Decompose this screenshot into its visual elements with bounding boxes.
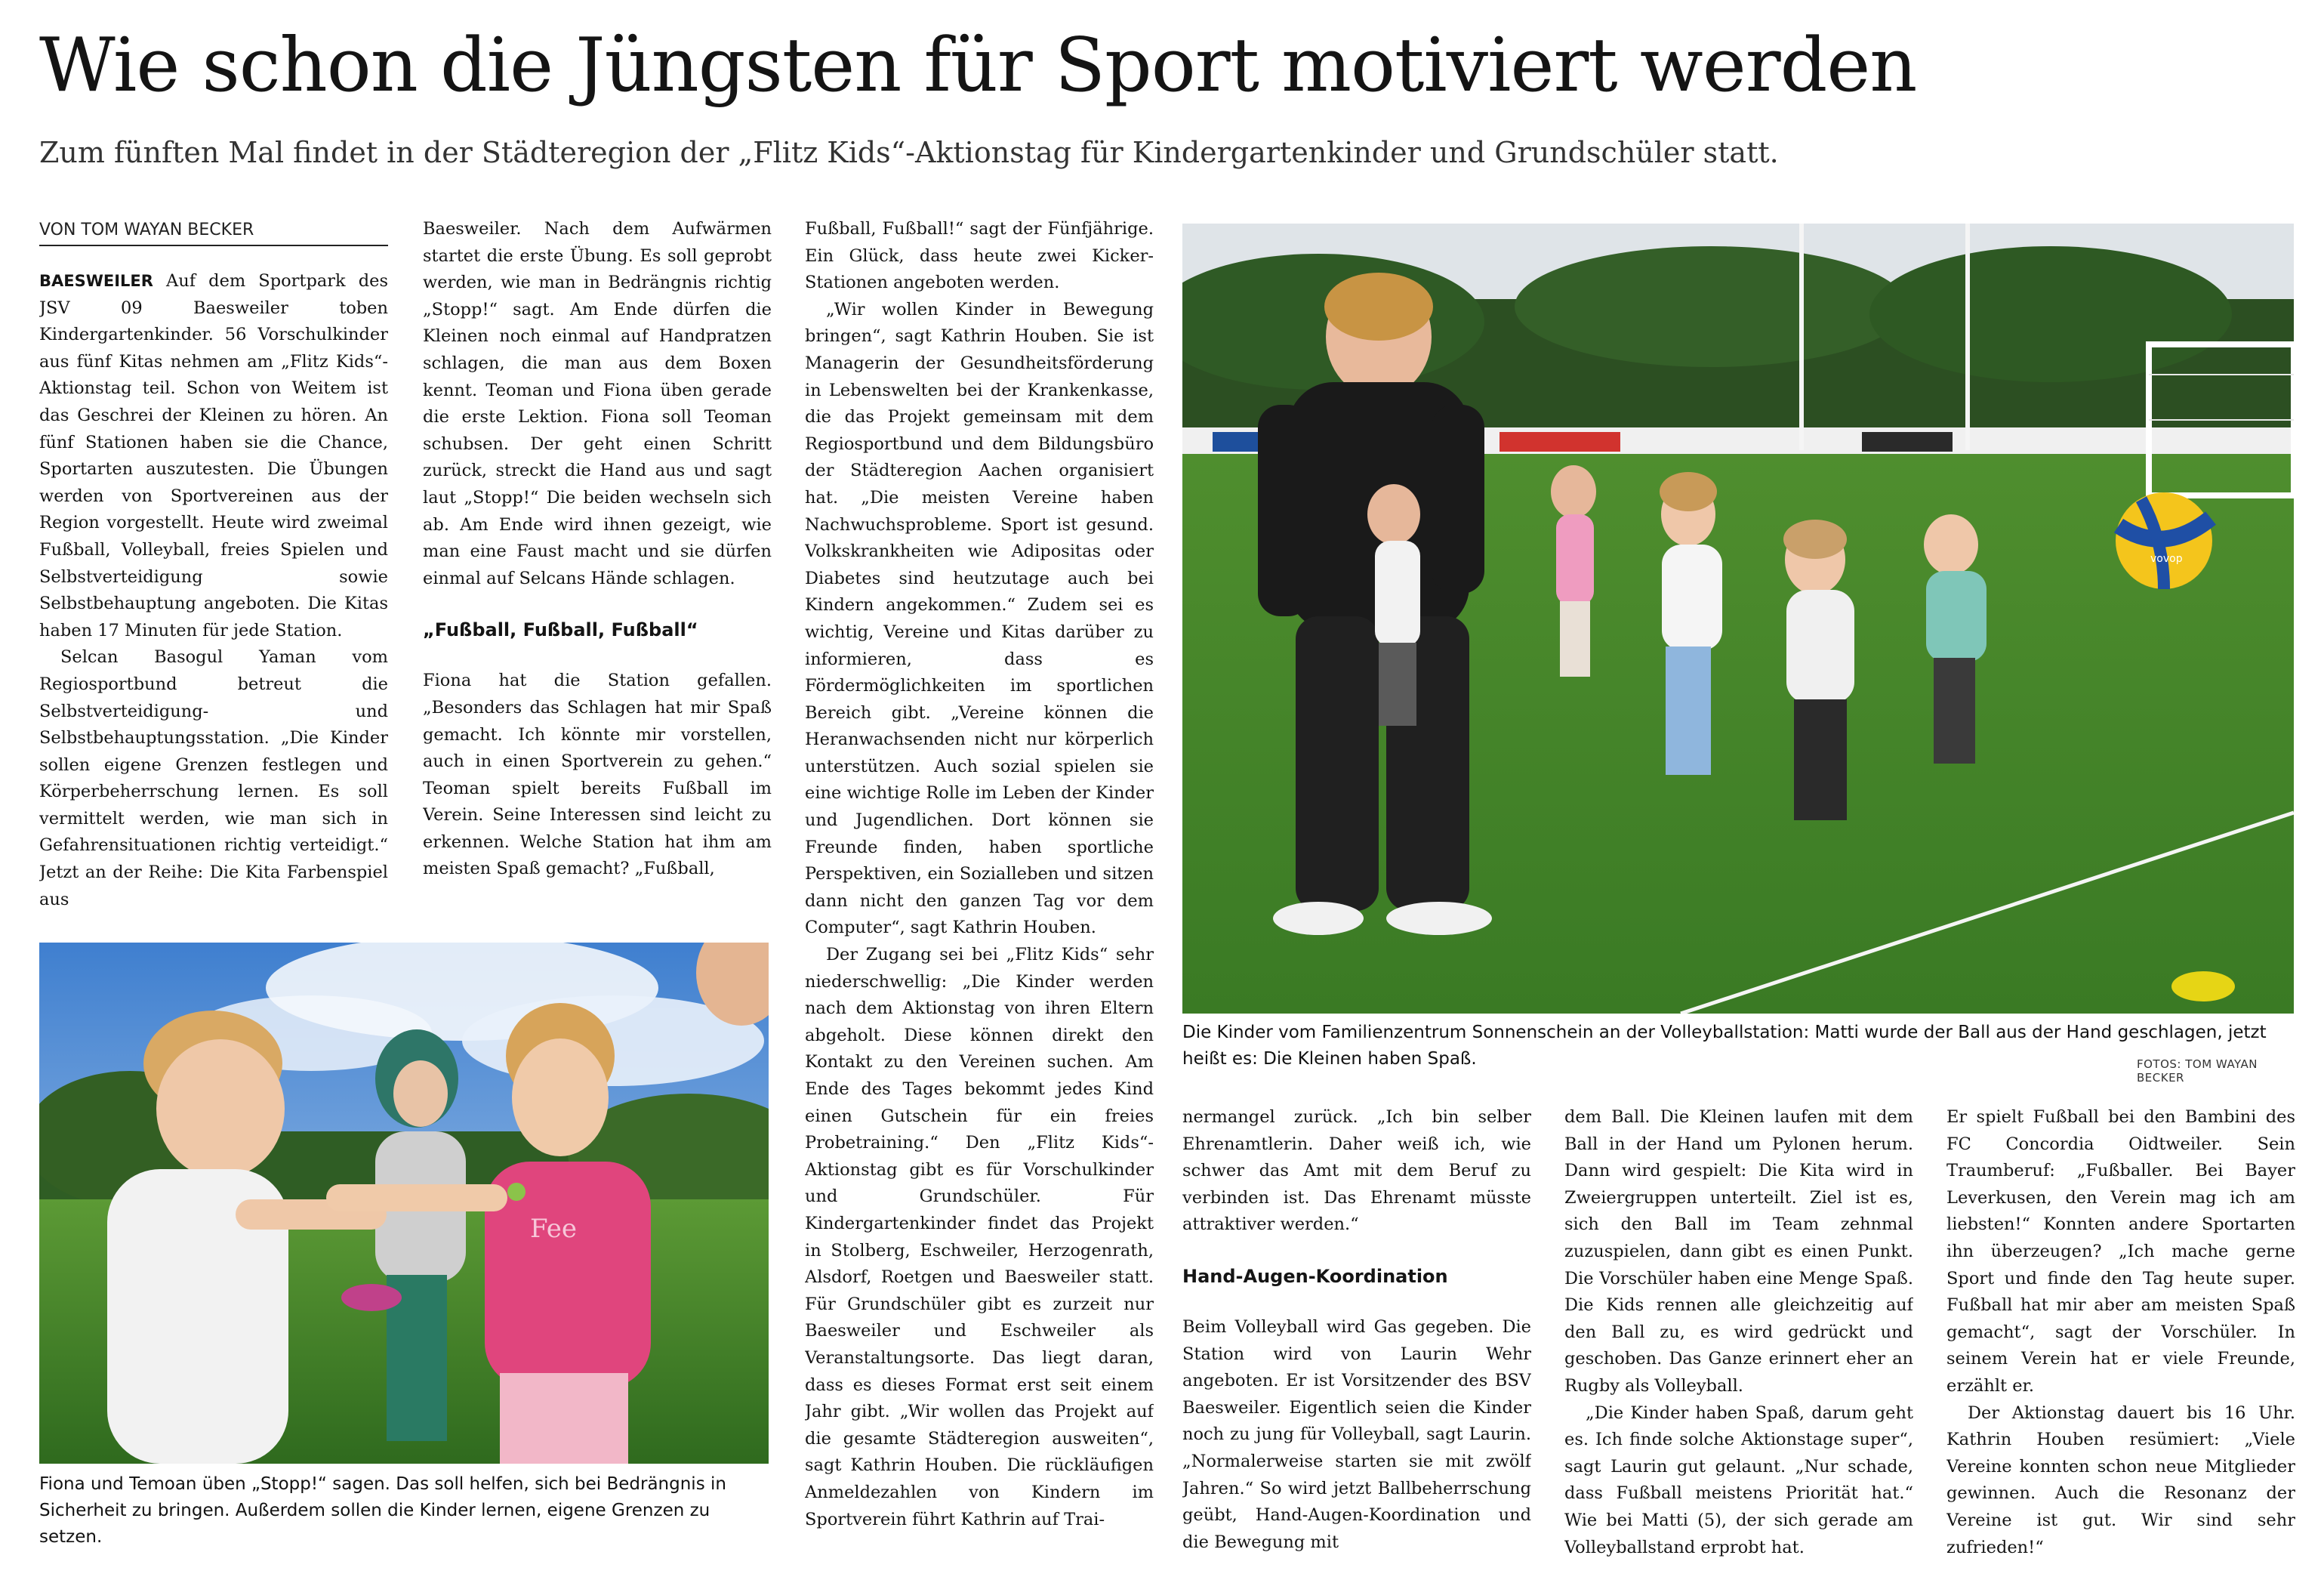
- text-column-4: [1182, 1104, 1531, 1557]
- section-heading: „Fußball, Fußball, Fußball“: [423, 619, 698, 641]
- byline: VON TOM WAYAN BECKER: [39, 218, 388, 246]
- section-heading: Hand-Augen-Koordination: [1182, 1265, 1448, 1287]
- paragraph: „Wir wollen Kinder in Bewegung bringen“, sagt Kathrin Houben. Sie ist Managerin der Gesundheitsförderung in Lebenswelten bei der Krankenkasse, die das Projekt gemeinsam mit dem Regiosportbund und dem Bildungsbüro der Städteregion Aachen organisiert hat. „Die meisten Vereine haben Nachwuchsprobleme. Sport ist gesund. Volkskrankheiten wie Adipositas oder Diabetes sind heutzutage auch bei Kindern angekommen.“ Zudem sei es wichtig, Vereine und Kitas darüber zu informieren, dass es Fördermöglichkeiten im sportlichen Bereich gibt. „Vereine können die Heranwachsenden nicht nur körperlich unterstützen. Auch sozial spielen sie eine wichtige Rolle im Leben der Kinder und Jugendlichen. Dort können sie Freunde finden, haben sportliche Perspektiven, ein Sozialleben und sitzen dann nicht den ganzen Tag vor dem Computer“, sagt Kathrin Houben.: [805, 299, 1154, 938]
- photo-self-defense-station: [39, 943, 769, 1464]
- photo-credit: FOTOS: TOM WAYAN BECKER: [2137, 1057, 2258, 1085]
- paragraph: Fiona hat die Station gefallen. „Besonders das Schlagen hat mir Spaß gemacht. Ich könnte mir vorstellen, auch in einen Sportverein zu gehen.“ Teoman spielt bereits Fußball im Verein. Seine Interessen sind leicht zu erkennen. Welche Station hat ihm am meisten Spaß gemacht? „Fußball,: [423, 671, 772, 879]
- paragraph: [39, 268, 388, 644]
- ball-brand: vovop: [2150, 553, 2183, 565]
- photo-image: [39, 943, 769, 1464]
- photo-volleyball-station: [1182, 224, 2294, 1014]
- subheadline: Zum fünften Mal findet in der Städteregion der „Flitz Kids“-Aktionstag für Kindergartenkinder und Grundschüler statt.: [39, 136, 1779, 169]
- text-column-5: [1564, 1104, 1913, 1557]
- paragraph: Fußball, Fußball!“ sagt der Fünfjährige. Ein Glück, dass heute zwei Kicker-Stationen angeboten werden.: [805, 219, 1154, 293]
- paragraph: Der Aktionstag dauert bis 16 Uhr. Kathrin Houben resümiert: „Viele Vereine konnten schon neue Mitglieder gewinnen. Auch die Resonanz der Vereine ist gut. Wir sind sehr zufrieden!“: [1946, 1403, 2295, 1557]
- paragraph: dem Ball. Die Kleinen laufen mit dem Ball in der Hand um Pylonen herum. Dann wird gespielt: Die Kita wird in Zweiergruppen unterteilt. Ziel ist es, sich den Ball im Team zehnmal zuzuspielen, dann gibt es einen Punkt. Die Vorschüler haben eine Menge Spaß. Die Kids rennen alle gleichzeitig auf den Ball zu, es wird gedrückt und geschoben. Das Ganze erinnert eher an Rugby als Volleyball.: [1564, 1107, 1913, 1396]
- paragraph: Selcan Basogul Yaman vom Regiosportbund betreut die Selbstverteidigung- und Selbstbehauptungsstation. „Die Kinder sollen eigene Grenzen festlegen und Körperbeherrschung lernen. Es soll vermittelt werden, wie man sich in Gefahrensituationen richtig verteidigt.“ Jetzt an der Reihe: Die Kita Farbenspiel aus: [39, 647, 388, 909]
- paragraph: nermangel zurück. „Ich bin selber Ehrenamtlerin. Daher weiß ich, wie schwer das Amt mit dem Beruf zu verbinden ist. Das Ehrenamt müsste attraktiver werden.“: [1182, 1107, 1531, 1235]
- text-column-1: [39, 268, 388, 918]
- photo-caption-small: Fiona und Temoan üben „Stopp!“ sagen. Das soll helfen, sich bei Bedrängnis in Sicherheit zu bringen. Außerdem sollen die Kinder lernen, eigene Grenzen zu setzen.: [39, 1474, 726, 1547]
- paragraph: „Die Kinder haben Spaß, darum geht es. Ich finde solche Aktionstage super“, sagt Laurin gut gelaunt. „Nur schade, dass Fußball meistens Priorität hat.“ Wie bei Matti (5), der sich gerade am Volleyballstand erprobt hat.: [1564, 1403, 1913, 1557]
- headline: Wie schon die Jüngsten für Sport motiviert werden: [39, 23, 1917, 109]
- photo-image: [1182, 224, 2294, 1014]
- photo-caption-main: Die Kinder vom Familienzentrum Sonnenschein an der Volleyballstation: Matti wurde der Ball aus der Hand geschlagen, jetzt heißt es: Die Kleinen haben Spaß.: [1182, 1023, 2267, 1069]
- paragraph: Der Zugang sei bei „Flitz Kids“ sehr niederschwellig: „Die Kinder werden nach dem Aktionstag von ihren Eltern abgeholt. Diese können direkt den Kontakt zu den Vereinen suchen. Am Ende des Tages bekommt jedes Kind einen Gutschein für ein freies Probetraining.“ Den „Flitz Kids“-Aktionstag gibt es für Vorschulkinder und Grundschüler. Für Kindergartenkinder findet das Projekt in Stolberg, Eschweiler, Herzogenrath, Alsdorf, Roetgen und Baesweiler statt. Für Grundschüler gibt es zurzeit nur Baesweiler und Eschweiler als Veranstaltungsorte. Das liegt daran, dass es dieses Format erst seit einem Jahr gibt. „Wir wollen das Projekt auf die gesamte Städteregion ausweiten“, sagt Kathrin Houben. Die rückläufigen Anmeldezahlen von Kindern im Sportverein führt Kathrin auf Trai-: [805, 945, 1154, 1529]
- text-column-6: [1946, 1104, 2295, 1557]
- paragraph-text: Auf dem Sportpark des JSV 09 Baesweiler toben Kindergartenkinder. 56 Vorschulkinder aus fünf Kitas nehmen am „Flitz Kids“-Aktionstag teil. Schon von Weitem ist das Geschrei der Kleinen zu hören. An fünf Stationen haben sie die Chance, Sportarten auszutesten. Die Übungen werden von Sportvereinen aus der Region vorgestellt. Heute wird zweimal Fußball, Volleyball, freies Spielen und Selbstverteidigung sowie Selbstbehauptung angeboten. Die Kitas haben 17 Minuten für jede Station.: [39, 271, 388, 640]
- text-column-2: [423, 216, 772, 918]
- paragraph: Baesweiler. Nach dem Aufwärmen startet die erste Übung. Es soll geprobt werden, wie man in Bedrängnis richtig „Stopp!“ sagt. Am Ende dürfen die Kleinen noch einmal auf Handpratzen schlagen, die man aus dem Boxen kennt. Teoman und Fiona üben gerade die erste Lektion. Fiona soll Teoman schubsen. Der geht einen Schritt zurück, streckt die Hand aus und sagt laut „Stopp!“ Die beiden wechseln sich ab. Am Ende wird ihnen gezeigt, wie man eine Faust macht und sie dürfen einmal auf Selcans Hände schlagen.: [423, 219, 772, 588]
- paragraph: Beim Volleyball wird Gas gegeben. Die Station wird von Laurin Wehr angeboten. Er ist Vorsitzender des BSV Baesweiler. Eigentlich seien die Kinder noch zu jung für Volleyball, sagt Laurin. „Normalerweise starten sie mit zwölf Jahren.“ So wird jetzt Ballbeherrschung geübt, Hand-Augen-Koordination und die Bewegung mit: [1182, 1316, 1531, 1552]
- paragraph: Er spielt Fußball bei den Bambini des FC Concordia Oidtweiler. Sein Traumberuf: „Fußballer. Bei Bayer Leverkusen, den Verein mag ich am liebsten!“ Konnten andere Sportarten ihn überzeugen? „Ich mache gerne Sport und finde den Tag heute super. Fußball hat mir aber am meisten Spaß gemacht“, sagt der Vorschüler. In seinem Verein hat er viele Freunde, erzählt er.: [1946, 1107, 2295, 1396]
- shirt-print: Fee: [530, 1214, 577, 1244]
- dateline-city: BAESWEILER: [39, 272, 153, 290]
- text-column-3: [805, 216, 1154, 1553]
